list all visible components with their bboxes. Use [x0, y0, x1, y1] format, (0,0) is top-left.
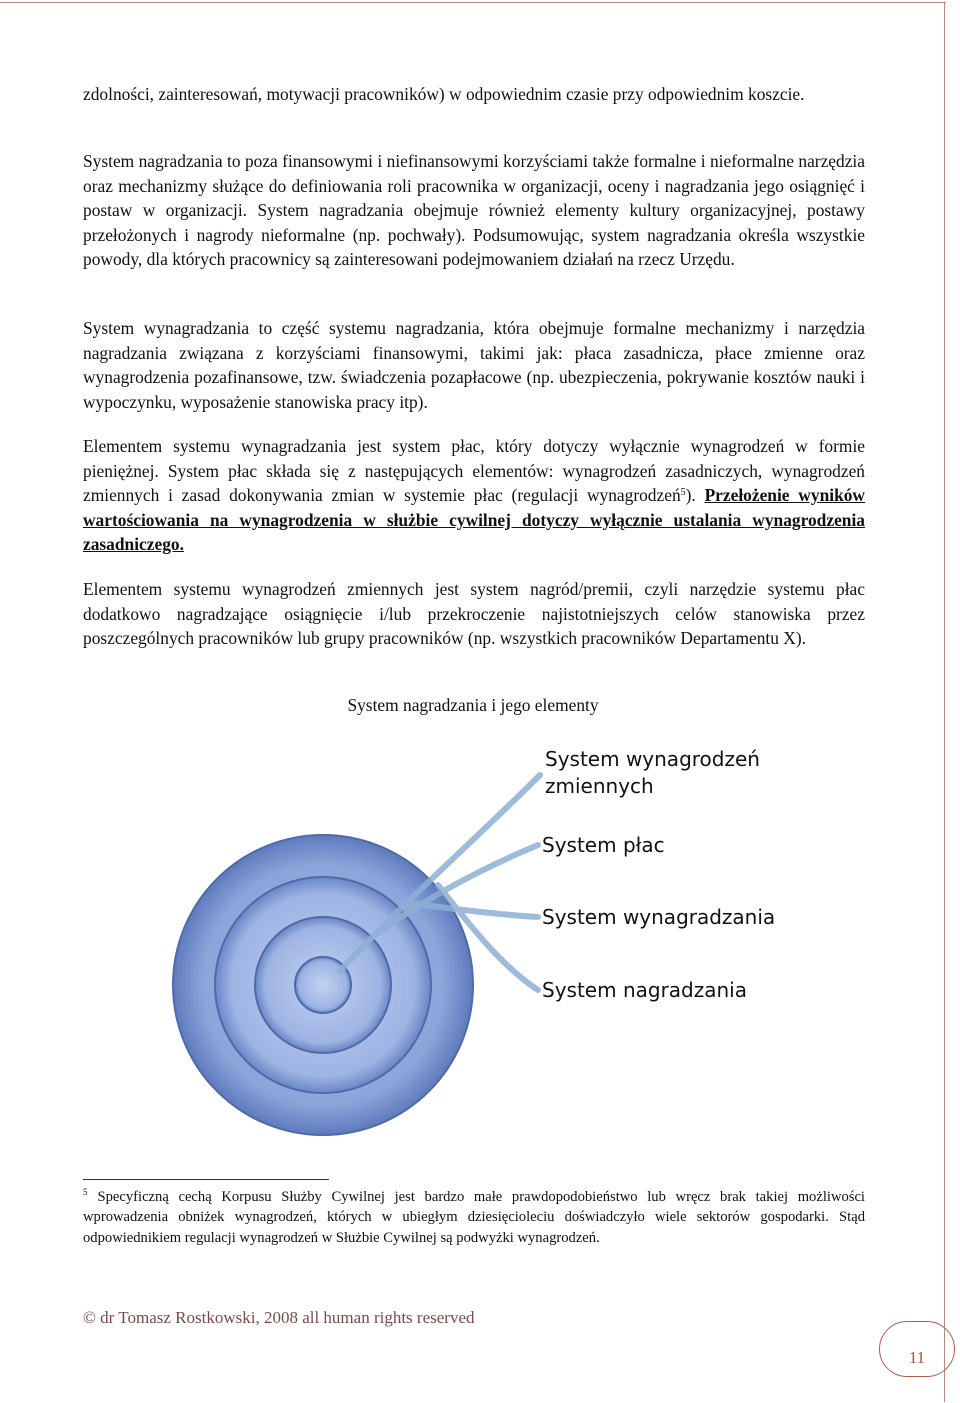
- label-system-nagradzania: System nagradzania: [542, 978, 747, 1002]
- footnote-text: Specyficzną cechą Korpusu Służby Cywilnej jest bardzo małe prawdopodobieństwo lub wręcz brak takiej możliwości wprowadzenia obniżek wynagrodzeń, których w ubiegłym dziesięcioleciu doświadczyło wiele sektorów gospodarki. Stąd odpowiednikiem regulacji wynagrodzeń w Służbie Cywilnej są podwyżki wynagrodzeń.: [83, 1189, 865, 1246]
- footnote-separator: [83, 1179, 329, 1180]
- copyright-notice: © dr Tomasz Rostkowski, 2008 all human rights reserved: [83, 1308, 475, 1327]
- paragraph-5: Elementem systemu wynagrodzeń zmiennych jest system nagród/premii, czyli narzędzie systemu płac dodatkowo nagradzające osiągnięcie i/lub przekroczenie najistotniejszych celów stanowiska przez poszczególnych pracowników lub grupy pracowników (np. wszystkich pracowników Departamentu X).: [83, 579, 865, 649]
- label-zmiennych-text: System wynagrodzeń zmiennych: [545, 747, 760, 798]
- page-number: 11: [908, 1348, 926, 1367]
- paragraph-2: System nagradzania to poza finansowymi i niefinansowymi korzyściami także formalne i nieformalne narzędzia oraz mechanizmy służące do definiowania roli pracownika w organizacji, oceny i nagradzania jego osiągnięć i postaw w organizacji. System nagradzania obejmuje również elementy kultury organizacyjnej, postawy przełożonych i nagrody nieformalne (np. pochwały). Podsumowując, system nagradzania określa wszystkie powody, dla których pracownicy są zainteresowani podejmowaniem działań na rzecz Urzędu.: [83, 151, 865, 270]
- paragraph-3: System wynagradzania to część systemu nagradzania, która obejmuje formalne mechanizmy i narzędzia nagradzania związana z korzyściami finansowymi, takimi jak: płaca zasadnicza, płace zmienne oraz wynagrodzenia pozafinansowe, tzw. świadczenia pozapłacowe (np. ubezpieczenia, pokrywanie kosztów nauki i wypoczynku, wyposażenie stanowiska pracy itp).: [83, 318, 865, 412]
- footnote: [83, 1187, 865, 1248]
- page-frame-top: [0, 2, 946, 3]
- label-system-wynagradzania: System wynagradzania: [542, 905, 776, 929]
- footnote-number: 5: [83, 1187, 88, 1197]
- paragraph-1: zdolności, zainteresowań, motywacji pracowników) w odpowiednim czasie przy odpowiednim koszcie.: [83, 84, 805, 104]
- page-number-badge: [879, 1321, 955, 1377]
- figure-title: System nagradzania i jego elementy: [347, 695, 599, 715]
- concentric-circles-diagram: [170, 735, 590, 1155]
- emphasized-statement: Przełożenie wyników wartościowania na wynagrodzenia w służbie cywilnej dotyczy wyłącznie ustalania wynagrodzenia zasadniczego.: [83, 485, 865, 555]
- paragraph-4-text: Elementem systemu wynagradzania jest system płac, który dotyczy wyłącznie wynagrodzeń w formie pieniężnej. System płac składa się z następujących elementów: wynagrodzeń zasadniczych, wynagrodzeń zmiennych i zasad dokonywania zmian w systemie płac (regulacji wynagrodzeń: [83, 436, 865, 506]
- label-system-wynagrodzen-zmiennych: [545, 746, 760, 800]
- paragraph-4-close: ).: [685, 485, 696, 506]
- label-system-plac: System płac: [542, 833, 665, 857]
- paragraph-4: [83, 434, 865, 557]
- footnote-reference[interactable]: 5: [680, 487, 686, 499]
